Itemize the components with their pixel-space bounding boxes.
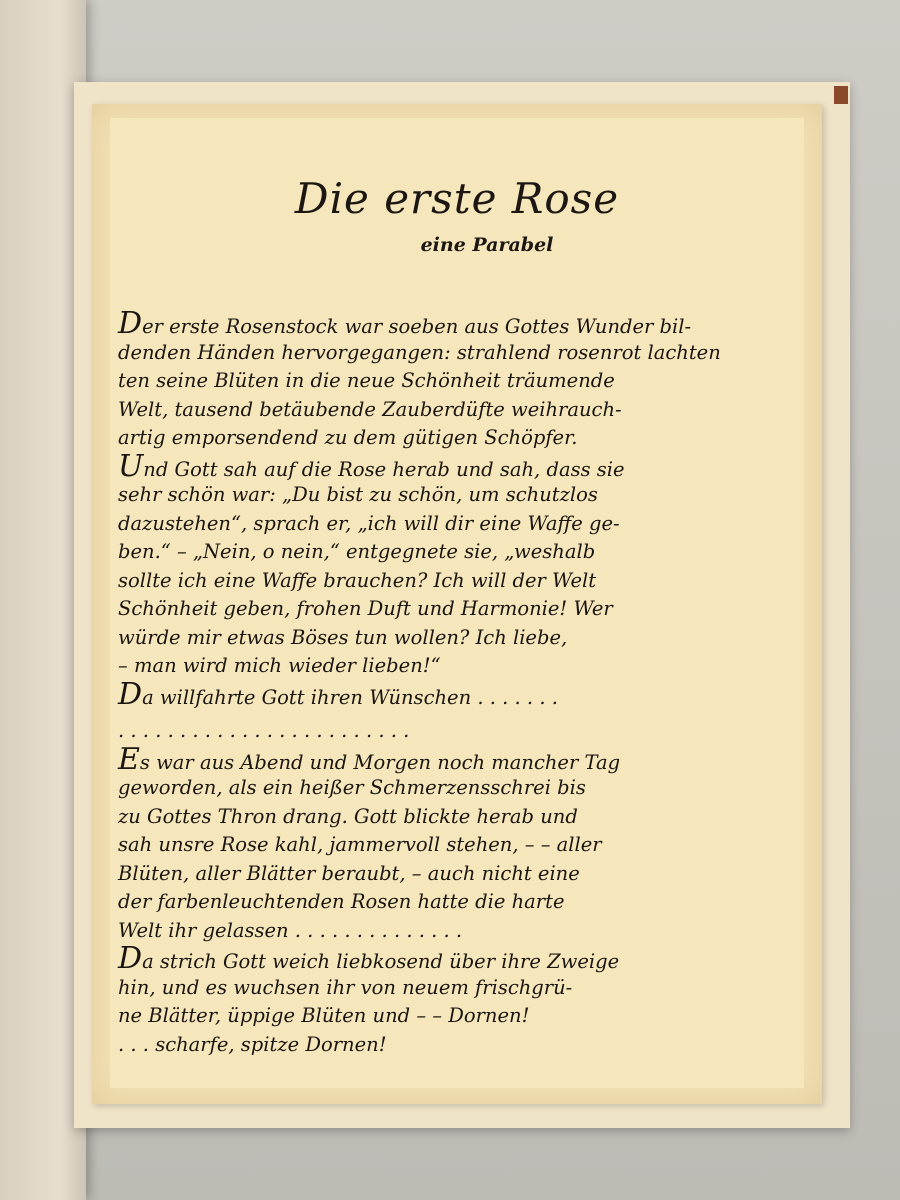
text-line: . . . scharfe, spitze Dornen! bbox=[118, 1032, 387, 1056]
text-line: Der erste Rosenstock war soeben aus Gottes Wunder bil- bbox=[118, 306, 692, 341]
text-line: Welt ihr gelassen . . . . . . . . . . . . . . bbox=[118, 918, 463, 942]
text-line: der farbenleuchtenden Rosen hatte die harte bbox=[118, 890, 565, 913]
text-line: geworden, als ein heißer Schmerzensschrei bis bbox=[118, 776, 586, 799]
paragraph-gap bbox=[118, 709, 758, 717]
text-line: dazustehen“, sprach er, „ich will dir eine Waffe ge- bbox=[118, 511, 620, 535]
text-line: – man wird mich wieder lieben!“ bbox=[118, 654, 441, 677]
text-line: sah unsre Rose kahl, jammervoll stehen, – – aller bbox=[118, 833, 602, 856]
parchment-sheet bbox=[92, 104, 822, 1104]
text-line: sehr schön war: „Du bist zu schön, um schutzlos bbox=[118, 483, 598, 506]
text-line: artig emporsendend zu dem gütigen Schöpfer. bbox=[118, 426, 578, 449]
text-line: würde mir etwas Böses tun wollen? Ich liebe, bbox=[118, 625, 568, 649]
text-line: zu Gottes Thron drang. Gott blickte herab und bbox=[118, 804, 578, 828]
text-line: hin, und es wuchsen ihr von neuem frischgrü- bbox=[118, 975, 573, 999]
text-line: Es war aus Abend und Morgen noch mancher Tag bbox=[118, 741, 621, 777]
text-line: Schönheit geben, frohen Duft und Harmonie! Wer bbox=[118, 597, 613, 620]
board-corner bbox=[834, 86, 848, 104]
parable-text bbox=[118, 306, 758, 1059]
text-line: ne Blätter, üppige Blüten und – – Dornen! bbox=[118, 1004, 530, 1027]
text-line: Da willfahrte Gott ihren Wünschen . . . . . . . bbox=[118, 676, 558, 712]
dotted-separator: . . . . . . . . . . . . . . . . . . . . . . . . bbox=[118, 719, 410, 742]
text-line: ben.“ – „Nein, o nein,“ entgegnete sie, „weshalb bbox=[118, 540, 596, 563]
text-line: Welt, tausend betäubende Zauberdüfte weihrauch- bbox=[118, 397, 622, 421]
text-line: denden Händen hervorgegangen: strahlend rosenrot lachten bbox=[118, 340, 721, 364]
text-line: sollte ich eine Waffe brauchen? Ich will der Welt bbox=[118, 568, 597, 592]
page-title: Die erste Rose bbox=[294, 174, 620, 223]
text-line: Blüten, aller Blätter beraubt, – auch nicht eine bbox=[118, 861, 580, 885]
text-line: Und Gott sah auf die Rose herab und sah, dass sie bbox=[118, 448, 625, 484]
text-line: ten seine Blüten in die neue Schönheit träumende bbox=[118, 369, 615, 392]
page-subtitle: eine Parabel bbox=[420, 234, 554, 256]
text-line: Da strich Gott weich liebkosend über ihre Zweige bbox=[118, 941, 620, 976]
